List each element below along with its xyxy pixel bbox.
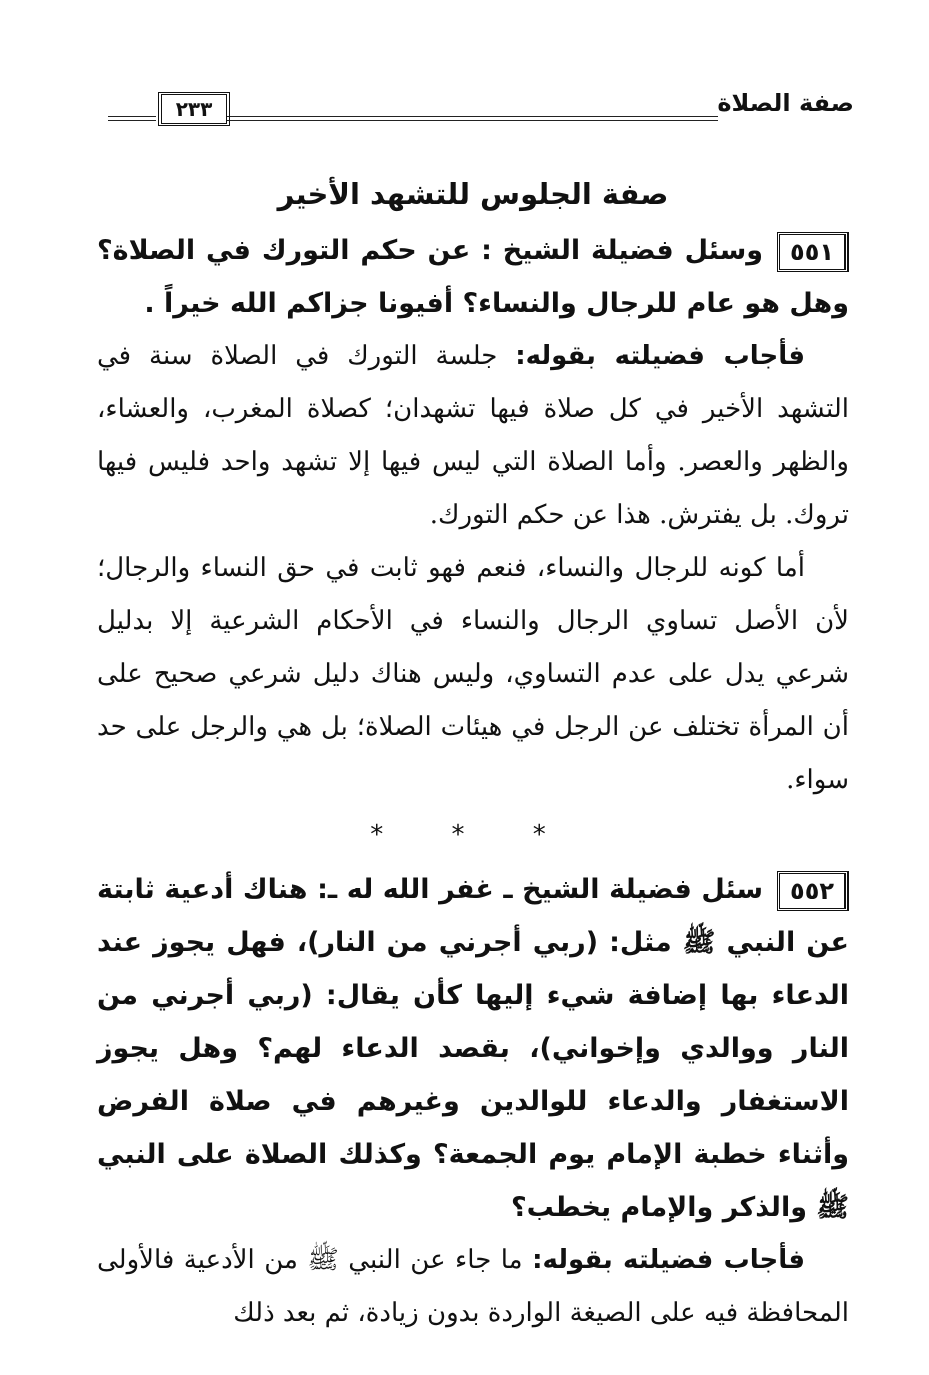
- question-number-552: ٥٥٢: [777, 871, 849, 911]
- section-separator: * * *: [370, 820, 576, 850]
- answer-551-paragraph-1: [97, 330, 849, 542]
- answer-551-lead: فأجاب فضيلته بقوله:: [515, 341, 805, 371]
- header-rule: [226, 116, 718, 121]
- answer-551-text-2: أما كونه للرجال والنساء، فنعم فهو ثابت في حق النساء والرجال؛ لأن الأصل تساوي الرجال والنساء في الأحكام الشرعية إلا بدليل شرعي يدل على عدم التساوي، وليس هناك دليل شرعي صحيح على أن المرأة تختلف عن الرجل في هيئات الصلاة؛ بل هي والرجل على حد سواء.: [97, 553, 849, 795]
- page-body: [97, 168, 849, 1340]
- question-551-text: وسئل فضيلة الشيخ : عن حكم التورك في الصلاة؟ وهل هو عام للرجال والنساء؟ أفيونا جزاكم الله خيراً .: [97, 235, 849, 319]
- answer-552-text-1: ما جاء عن النبي ﷺ من الأدعية فالأولى المحافظة فيه على الصيغة الواردة بدون زيادة، ثم بعد ذلك: [97, 1245, 849, 1328]
- running-header: [108, 88, 854, 128]
- question-551: [97, 224, 849, 330]
- question-number-551: ٥٥١: [777, 232, 849, 272]
- answer-551-text-1: جلسة التورك في الصلاة سنة في التشهد الأخير في كل صلاة فيها تشهدان؛ كصلاة المغرب، والعشاء، والظهر والعصر. وأما الصلاة التي ليس فيها إلا تشهد واحد فليس فيها تروك. بل يفترش. هذا عن حكم التورك.: [97, 341, 849, 530]
- page-number: ٢٣٣: [158, 92, 230, 126]
- answer-552-paragraph-1: [97, 1234, 849, 1340]
- question-552: [97, 863, 849, 1234]
- question-552-text: سئل فضيلة الشيخ ـ غفر الله له ـ: هناك أدعية ثابتة عن النبي ﷺ مثل: (ربي أجرني من النار)، فهل يجوز عند الدعاء بها إضافة شيء إليها كأن يقال: (ربي أجرني من النار ووالدي وإخواني)، بقصد الدعاء لهم؟ وهل يجوز الاستغفار والدعاء للوالدين وغيرهم في صلاة الفرض وأثناء خطبة الإمام يوم الجمعة؟ وكذلك الصلاة على النبي ﷺ والذكر والإمام يخطب؟: [97, 874, 849, 1223]
- answer-552-lead: فأجاب فضيلته بقوله:: [532, 1245, 805, 1275]
- running-header-title: صفة الصلاة: [717, 89, 854, 117]
- answer-551-paragraph-2: [97, 542, 849, 807]
- section-title: صفة الجلوس للتشهد الأخير: [277, 177, 669, 211]
- header-rule-left: [108, 116, 156, 121]
